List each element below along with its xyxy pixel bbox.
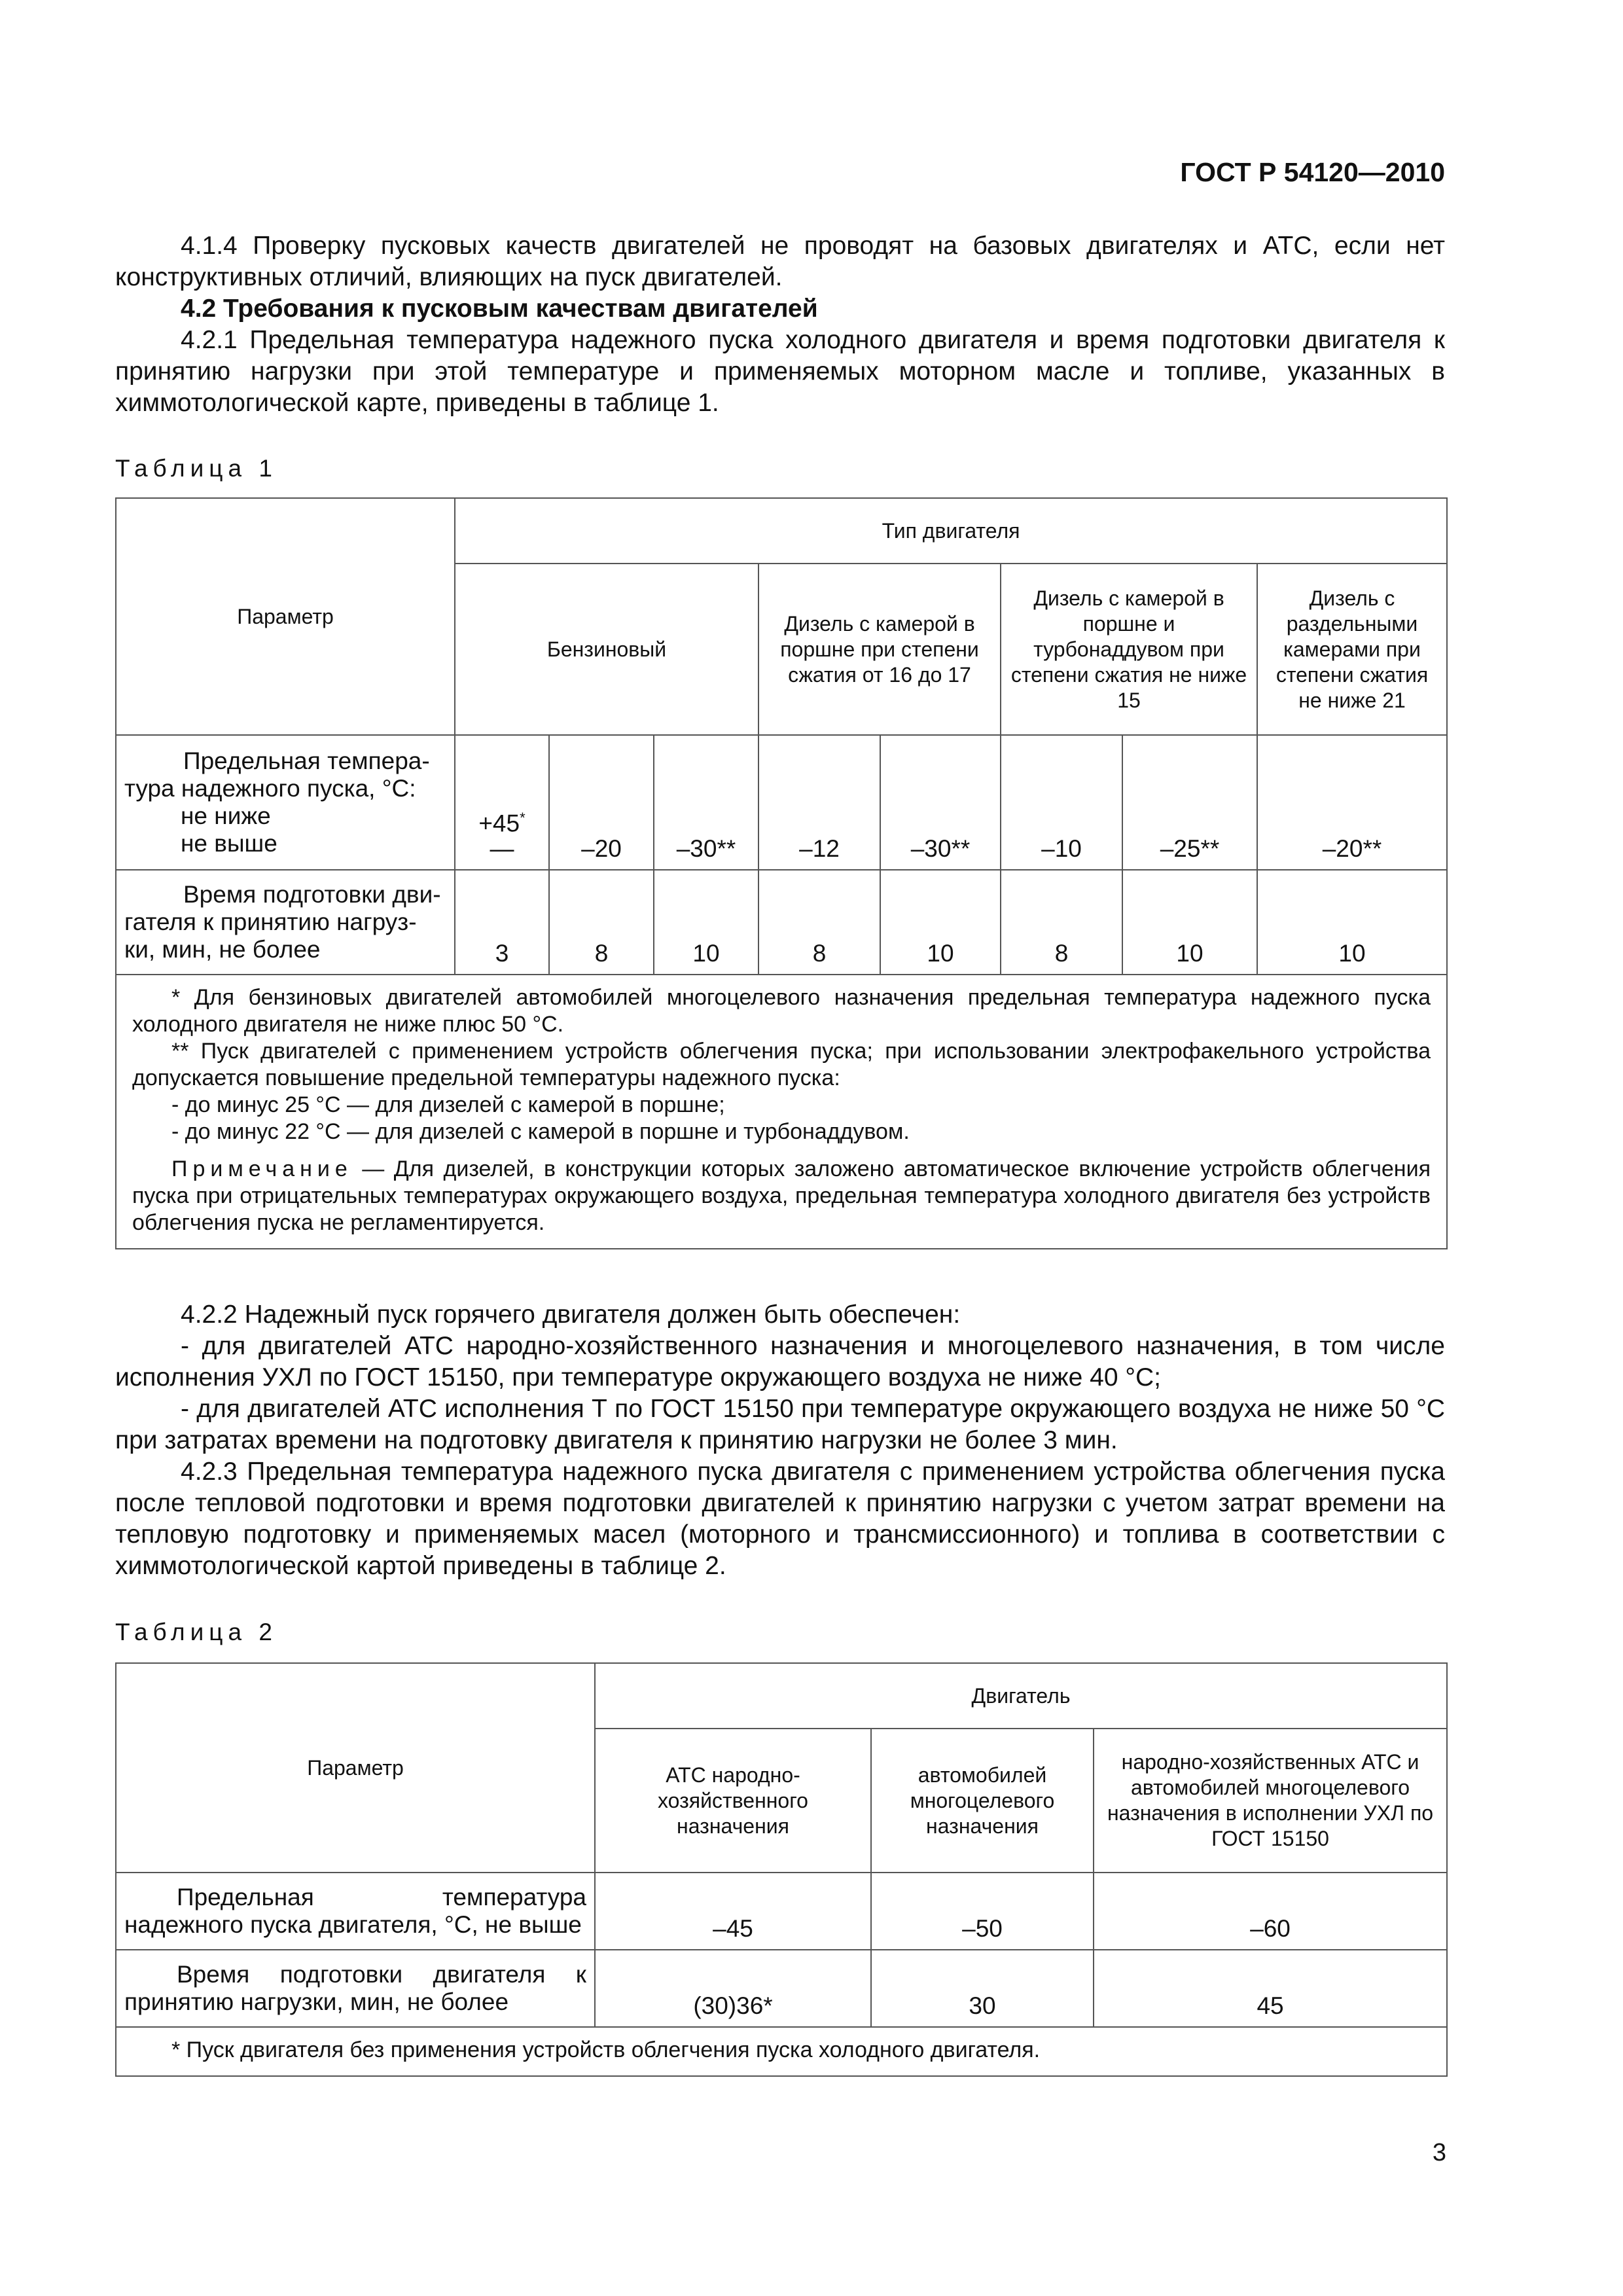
paragraph-4-2-2-b: - для двигателей АТС исполнения Т по ГОСТ 15150 при температуре окружающего воздуха не ниже 50 °С при затратах времени на подготовку двигателя к принятию нагрузки не более 3 мин. [115,1395,1445,1454]
table1-row-time-label [116,870,455,975]
time-label-line: гателя к принятию нагруз- [124,908,417,935]
paragraph-4-2-1: 4.2.1 Предельная температура надежного пуска холодного двигателя и время подготовки двигателя к принятию нагрузки при этой температуре и применяемых моторном масле и топливе, указанных в химмотологической карте, приведены в таблице 1. [115,326,1445,417]
time-label-line: ки, мин, не более [124,936,321,963]
table2-cell-time: 45 [1094,1950,1447,2027]
temp-value: +45 [478,810,520,836]
table-2 [115,1662,1448,2077]
table1-cell-time: 10 [1257,870,1447,975]
footnote-mark: * [520,809,526,826]
table1-cell-temp: –30** [880,735,1001,870]
table1-cell-temp: –10 [1001,735,1122,870]
table1-cell-temp: –20 [549,735,654,870]
table-1 [115,497,1448,1249]
table2-col-multipurpose: автомобилей многоцелевого назначения [871,1729,1094,1873]
table1-cell-time: 3 [455,870,549,975]
footnote: * Для бензиновых двигателей автомобилей многоцелевого назначения предельная температура надежного пуска холодного двигателя не ниже плюс 50 °С. [132,985,1431,1037]
table2-note: * Пуск двигателя без применения устройств облегчения пуска холодного двигателя. [116,2027,1447,2076]
remark-text: — Для дизелей, в конструкции которых заложено автоматическое включение устройств облегчения пуска при отрицательных температурах окружающего воздуха, предельная температура холодного двигателя без устройств облегчения пуска не регламентируется. [132,1157,1431,1235]
footnote: - до минус 22 °С — для дизелей с камерой в поршне и турбонаддувом. [171,1119,910,1144]
temp-label-line: не выше [181,830,277,857]
table2-caption: Таблица 2 [115,1619,277,1645]
table1-cell-temp: –20** [1257,735,1447,870]
temp-label-line: не ниже [181,802,271,829]
table1-cell-temp: –12 [758,735,880,870]
heading-4-2: 4.2 Требования к пусковым качествам двигателей [181,295,818,323]
table1-cell-time: 8 [758,870,880,975]
table2-cell-time: 30 [871,1950,1094,2027]
temp-label-line: тура надежного пуска, °С: [124,775,416,802]
table1-cell-time: 8 [1001,870,1122,975]
footnote: ** Пуск двигателей с применением устройств облегчения пуска; при использовании электрофакельного устройства допускается повышение предельной температуры надежного пуска: [132,1039,1431,1090]
table1-cell-temp: –25** [1122,735,1257,870]
table2-engine-header: Двигатель [595,1663,1447,1729]
table2-cell-temp: –60 [1094,1873,1447,1950]
paragraph-4-2-3: 4.2.3 Предельная температура надежного пуска двигателя с применением устройства облегчения пуска после тепловой подготовки и время подготовки двигателей к принятию нагрузки с учетом затрат времени на тепловую подготовку и применяемых масел (моторного и трансмиссионного) и топлива в соответствии с химмотологической картой приведены в таблице 2. [115,1458,1445,1580]
page-number: 3 [1432,2139,1446,2166]
table2-col-national: АТС народно-хозяйственного назначения [595,1729,871,1873]
table1-group-diesel-separate: Дизель с раздельными камерами при степени сжатия не ниже 21 [1257,564,1447,735]
table1-engine-type-header: Тип двигателя [455,498,1447,564]
temp-value: — [490,835,514,862]
table2-row-temp-label: Предельная температура надежного пуска двигателя, °С, не выше [116,1873,595,1950]
table1-group-diesel-piston: Дизель с камерой в поршне при степени сжатия от 16 до 17 [758,564,1001,735]
table1-group-petrol: Бензиновый [455,564,758,735]
table1-cell-time: 10 [1122,870,1257,975]
table1-caption: Таблица 1 [115,455,277,482]
table1-cell-time: 10 [654,870,758,975]
table2-param-header: Параметр [116,1663,595,1873]
remark-label: Примечание [171,1157,353,1181]
table1-cell-temp: –30** [654,735,758,870]
table1-row-temp-label [116,735,455,870]
table1-remark [132,1156,1431,1236]
table2-cell-time: (30)36* [595,1950,871,2027]
paragraph-4-1-4: 4.1.4 Проверку пусковых качеств двигателей не проводят на базовых двигателях и АТС, если нет конструктивных отличий, влияющих на пуск двигателей. [115,232,1445,291]
table1-cell-time: 10 [880,870,1001,975]
table2-row-time-label: Время подготовки двигателя к принятию нагрузки, мин, не более [116,1950,595,2027]
footnote: - до минус 25 °С — для дизелей с камерой в поршне; [171,1092,725,1117]
table1-group-diesel-turbo: Дизель с камерой в поршне и турбонаддувом при степени сжатия не ниже 15 [1001,564,1257,735]
table2-col-uhl: народно-хозяйственных АТС и автомобилей многоцелевого назначения в исполнении УХЛ по ГОСТ 15150 [1094,1729,1447,1873]
time-label-line: Время подготовки дви- [183,881,441,908]
section-4-2-2-4-2-3 [115,1299,1445,1582]
paragraph-4-2-2-a: - для двигателей АТС народно-хозяйственного назначения и многоцелевого назначения, в том числе исполнения УХЛ по ГОСТ 15150, при температуре окружающего воздуха не ниже 40 °С; [115,1332,1445,1391]
table1-cell-time: 8 [549,870,654,975]
table1-cell-temp [455,735,549,870]
table1-param-header: Параметр [116,498,455,735]
table2-cell-temp: –50 [871,1873,1094,1950]
table1-notes [116,975,1447,1249]
paragraph-4-2-2: 4.2.2 Надежный пуск горячего двигателя должен быть обеспечен: [181,1300,961,1329]
temp-label-line: Предельная темпера- [183,747,430,774]
section-4-1-4-4-2-1 [115,230,1445,419]
document-code: ГОСТ Р 54120—2010 [1180,157,1445,187]
table2-cell-temp: –45 [595,1873,871,1950]
